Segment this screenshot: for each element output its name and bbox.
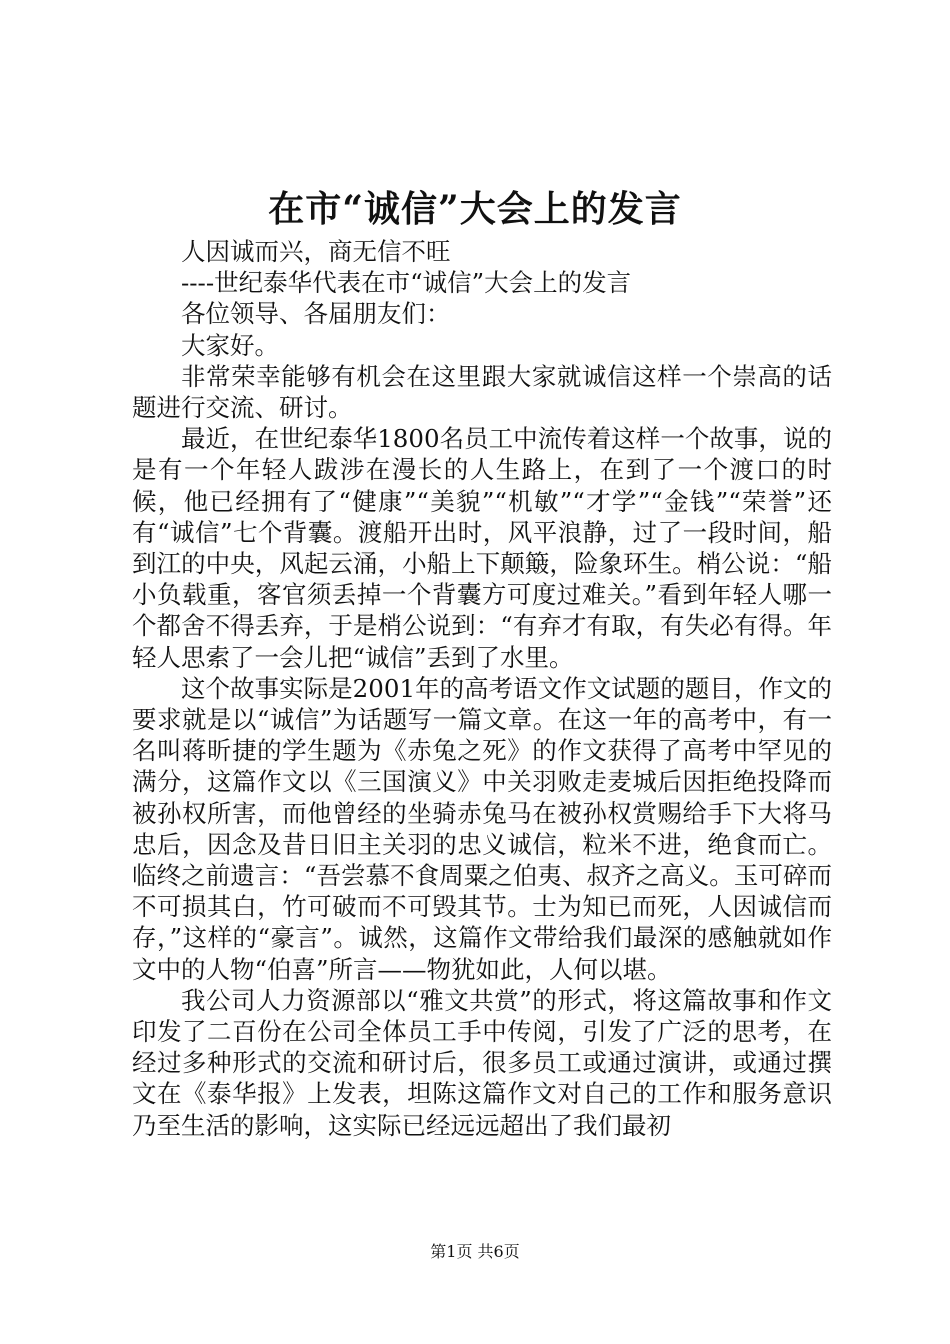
document-body [132,236,832,1141]
body-paragraph: 最近，在世纪泰华1800名员工中流传着这样一个故事，说的是有一个年轻人跋涉在漫长的人生路上，在到了一个渡口的时候，他已经拥有了“健康”“美貌”“机敏”“才学”“金钱”“荣誉”还有“诚信”七个背囊。渡船开出时，风平浪静，过了一段时间，船到江的中央，风起云涌，小船上下颠簸，险象环生。梢公说：“船小负载重，客官须丢掉一个背囊方可度过难关。”看到年轻人哪一个都舍不得丢弃，于是梢公说到：“有弃才有取，有失必有得。年轻人思索了一会儿把“诚信”丢到了水里。 [132,424,832,672]
salutation: 各位领导、各届朋友们： [181,299,451,329]
subtitle-line: 人因诚而兴，商无信不旺 [181,237,451,266]
body-paragraph: 我公司人力资源部以“雅文共赏”的形式，将这篇故事和作文印发了二百份在公司全体员工手中传阅，引发了广泛的思考，在经过多种形式的交流和研讨后，很多员工或通过演讲，或通过撰文在《泰华报》上发表，坦陈这篇作文对自己的工作和服务意识乃至生活的影响，这实际已经远远超出了我们最初 [132,985,832,1140]
greeting: 大家好。 [181,330,279,360]
body-paragraph: 这个故事实际是2001年的高考语文作文试题的题目，作文的要求就是以“诚信”为话题写一篇文章。在这一年的高考中，有一名叫蒋昕捷的学生题为《赤兔之死》的作文获得了高考中罕见的满分，这篇作文以《三国演义》中关羽败走麦城后因拒绝投降而被孙权所害，而他曾经的坐骑赤兔马在被孙权赏赐给手下大将马忠后，因念及昔日旧主关羽的忠义诚信，粒米不进，绝食而亡。临终之前遗言：“吾尝慕不食周粟之伯夷、叔齐之高义。玉可碎而不可损其白，竹可破而不可毁其节。士为知已而死，人因诚信而存，”这样的“豪言”。诚然，这篇作文带给我们最深的感触就如作文中的人物“伯喜”所言——物犹如此，人何以堪。 [132,673,832,984]
body-paragraph: 非常荣幸能够有机会在这里跟大家就诚信这样一个崇高的话题进行交流、研讨。 [132,361,832,423]
page-footer: 第1页 共6页 [430,1242,520,1261]
subtitle-attribution: ----世纪泰华代表在市“诚信”大会上的发言 [181,268,632,298]
document-title: 在市“诚信”大会上的发言 [268,188,682,230]
